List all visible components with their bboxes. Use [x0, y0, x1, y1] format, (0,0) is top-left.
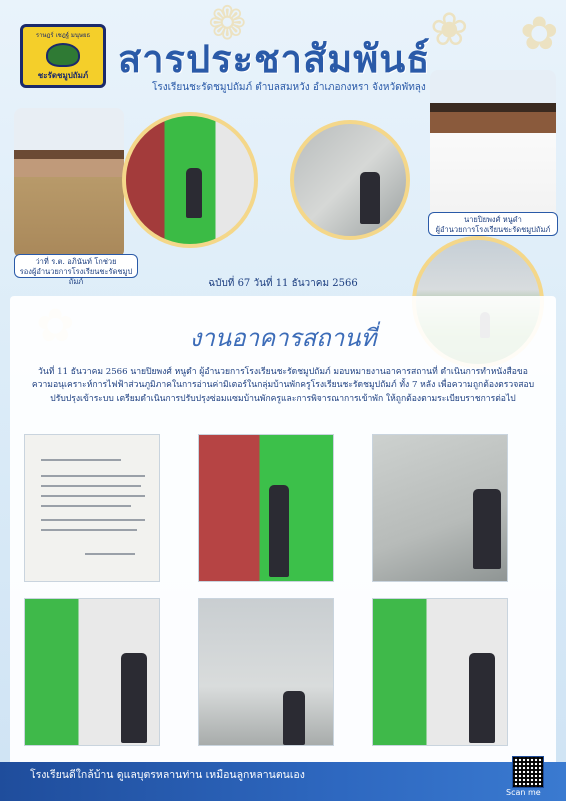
logo-top-text: ราษฎร์ เชฎฐ์ มนุษยธ: [35, 32, 91, 39]
flower-ornament-icon: ❁: [208, 0, 247, 50]
document-letter-photo: [24, 434, 160, 582]
director-role: ผู้อำนวยการโรงเรียนชะรัดชมูปถัมภ์: [435, 225, 551, 235]
concrete-house-photo: [198, 598, 334, 746]
green-building-meter-photo: [198, 434, 334, 582]
activity-circle-photo: [290, 120, 410, 240]
deputy-director-photo: [14, 108, 124, 258]
worker-figure: [283, 691, 305, 745]
school-logo: [20, 24, 106, 88]
worker-figure: [469, 653, 495, 743]
school-motto: โรงเรียนดีใกล้บ้าน ดูแลบุตรหลานท่าน เหมือนลูกหลานตนเอง: [30, 769, 305, 781]
flower-ornament-icon: ✿: [520, 6, 559, 60]
scan-me-label: Scan me: [506, 788, 541, 797]
activity-circle-photo: [122, 112, 258, 248]
school-address: โรงเรียนชะรัดชมูปถัมภ์ ตำบลสมหวัง อำเภอกงหรา จังหวัดพัทลุง: [152, 82, 426, 93]
teacher-house-photo-1: [24, 598, 160, 746]
deputy-director-role: รองผู้อำนวยการโรงเรียนชะรัดชมูปถัมภ์: [19, 267, 133, 287]
teacher-house-photo-2: [372, 598, 508, 746]
worker-figure: [269, 485, 289, 577]
worker-figure: [360, 172, 380, 224]
qr-code-icon[interactable]: [512, 756, 544, 788]
flower-ornament-icon: ❀: [430, 2, 469, 56]
section-title: งานอาคารสถานที่: [189, 324, 377, 352]
director-name: นายปิยพงศ์ หนูดำ: [464, 215, 522, 224]
issue-number: ฉบับที่ 67 วันที่ 11 ธันวาคม 2566: [208, 278, 358, 289]
worker-figure: [121, 653, 147, 743]
newsletter-title: สารประชาสัมพันธ์: [118, 36, 431, 81]
deputy-director-name: ว่าที่ ร.ต. อภินันท์ โกช่วย: [35, 257, 117, 266]
deputy-director-caption: [14, 254, 138, 287]
director-caption: [428, 212, 558, 236]
worker-figure: [186, 168, 202, 218]
logo-bottom-text: ชะรัดชมูปถัมภ์: [37, 71, 89, 80]
director-photo: [430, 70, 556, 220]
meter-reading-photo: [372, 434, 508, 582]
section-body: วันที่ 11 ธันวาคม 2566 นายปิยพงศ์ หนูดำ ผู้อำนวยการโรงเรียนชะรัดชมูปถัมภ์ มอบหมายงานอาคารสถานที่ ดำเนินการทำหนังสือขอความอนุเคราะห์การไฟฟ้าส่วนภูมิภาคในการอ่านค่ามิเตอร์ในกลุ่มบ้านพักครูโรงเรียนชะรัดชมูปถัมภ์ ทั้ง 7 หลัง เพื่อความถูกต้องตรวจสอบปรับปรุงเข้าระบบ เตรียมดำเนินการปรับปรุงซ่อมแซมบ้านพักครูและการพิจารณาการเข้าพัก ให้ถูกต้องตามระเบียบราชการต่อไป: [31, 367, 535, 404]
worker-figure: [473, 489, 501, 569]
school-emblem-icon: [46, 43, 80, 67]
